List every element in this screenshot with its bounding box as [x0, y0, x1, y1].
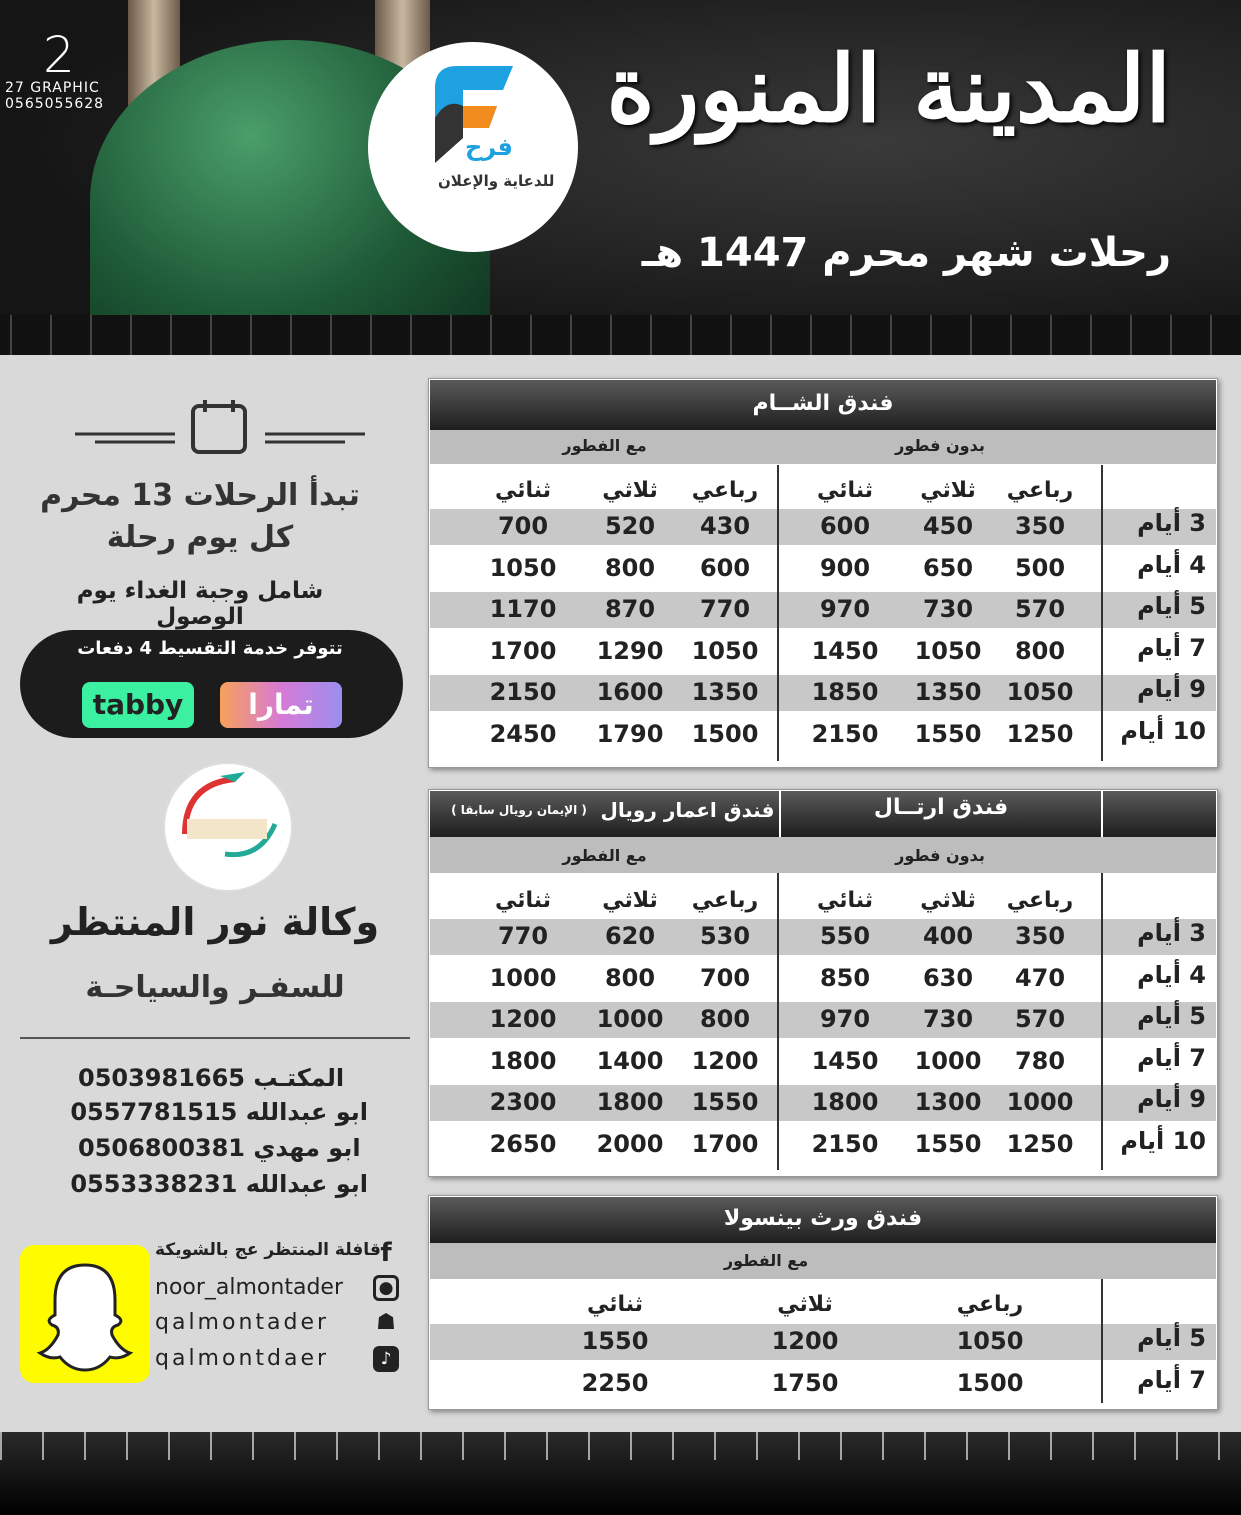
price-cell: 730 [922, 1005, 974, 1033]
price-cell: 1050 [914, 636, 982, 665]
tamara-logo: تمارا [220, 682, 342, 728]
price-cell: 1250 [1006, 1129, 1074, 1158]
price-cell: 800 [604, 553, 656, 582]
price-cell: 650 [922, 553, 974, 582]
price-cell: 1050 [956, 1327, 1024, 1355]
worth-col-double: ثنائي [586, 1292, 644, 1317]
price-cell: 2000 [596, 1129, 664, 1158]
price-cell: 1550 [914, 1129, 982, 1158]
facebook-icon: f [380, 1238, 392, 1268]
sham-no-breakfast-label: بدون فطور [895, 436, 985, 455]
phone-abu-abdullah-2 [70, 1170, 368, 1198]
price-cell: 400 [922, 922, 974, 950]
price-cell: 1850 [811, 678, 879, 706]
price-cell: 430 [699, 512, 751, 540]
sham-col-quad-bf: رباعي [691, 478, 759, 503]
worth-col-quad: رباعي [956, 1292, 1024, 1317]
row-days-label: 4 أيام [1137, 960, 1206, 989]
trips-start-text: تبدأ الرحلات 13 محرم [40, 478, 360, 513]
row-days-label: 5 أيام [1137, 1324, 1206, 1352]
price-cell: 900 [819, 553, 871, 582]
price-cell: 1550 [914, 719, 982, 748]
worth-col-triple: ثلاثي [777, 1292, 833, 1317]
price-cell: 1800 [811, 1088, 879, 1116]
lace-border-top [0, 315, 1241, 355]
farah-logo-name: فرح [465, 133, 513, 161]
price-cell: 1170 [489, 595, 557, 623]
facebook-row [155, 1238, 415, 1268]
snapchat-icon: ☗ [376, 1310, 396, 1335]
left-divider [20, 1037, 410, 1039]
tiktok-handle: qalmontdaer [155, 1346, 330, 1371]
second-col-quad-bf: رباعي [691, 888, 759, 913]
phone-abu-abdullah-1 [70, 1098, 368, 1126]
instagram-icon: ● [373, 1275, 399, 1301]
sham-col-triple-bf: ثلاثي [602, 478, 658, 503]
price-cell: 1350 [914, 678, 982, 706]
instagram-row [155, 1275, 415, 1300]
tabby-logo: tabby [82, 682, 194, 728]
plane-palm-icon [165, 764, 291, 890]
second-col-quad: رباعي [1006, 888, 1074, 913]
row-days-label: 7 أيام [1137, 633, 1206, 662]
price-cell: 1750 [771, 1369, 839, 1397]
price-cell: 600 [819, 512, 871, 540]
price-cell: 1500 [691, 719, 759, 748]
price-cell: 1250 [1006, 719, 1074, 748]
price-cell: 2150 [489, 678, 557, 706]
row-days-label: 3 أيام [1137, 919, 1206, 947]
second-with-breakfast-label: مع الفطور [562, 846, 647, 865]
price-cell: 1700 [489, 636, 557, 665]
price-cell: 2250 [581, 1369, 649, 1397]
row-days-label: 10 أيام [1120, 716, 1206, 745]
row-days-label: 3 أيام [1137, 509, 1206, 537]
installment-text: تتوفر خدمة التقسيط 4 دفعات [77, 638, 343, 659]
price-cell: 1700 [691, 1129, 759, 1158]
phone-label: ابو عبدالله [245, 1170, 368, 1198]
table-divider [777, 465, 779, 761]
price-cell: 970 [819, 1005, 871, 1033]
calendar-divider [75, 398, 365, 458]
price-cell: 1600 [596, 678, 664, 706]
price-cell: 2650 [489, 1129, 557, 1158]
price-cell: 1800 [596, 1088, 664, 1116]
phone-number: 0553338231 [70, 1170, 238, 1198]
price-cell: 700 [699, 963, 751, 992]
city-title: المدينة المنورة [606, 35, 1171, 143]
price-cell: 600 [699, 553, 751, 582]
agency-name: وكالة نور المنتظر [50, 900, 380, 944]
graphic-credit [5, 26, 105, 112]
graphic-phone: 0565055628 [5, 96, 105, 112]
snapchat-row [155, 1310, 415, 1335]
second-col-triple: ثلاثي [920, 888, 976, 913]
price-cell: 1000 [596, 1005, 664, 1033]
snapchat-handle: qalmontader [155, 1310, 330, 1335]
price-cell: 1500 [956, 1369, 1024, 1397]
phone-label: ابو مهدي [253, 1134, 361, 1162]
table-divider [1101, 873, 1103, 1170]
price-cell: 530 [699, 922, 751, 950]
price-cell: 770 [699, 595, 751, 623]
sham-with-breakfast-label: مع الفطور [562, 436, 647, 455]
emaar-hotel-name: فندق اعمار رويال [600, 798, 775, 822]
price-cell: 570 [1014, 595, 1066, 623]
row-days-label: 9 أيام [1137, 675, 1206, 703]
price-cell: 870 [604, 595, 656, 623]
second-col-double-bf: ثنائي [494, 888, 552, 913]
price-cell: 570 [1014, 1005, 1066, 1033]
price-cell: 780 [1014, 1046, 1066, 1075]
farah-logo-tagline: للدعاية والإعلان [438, 172, 555, 190]
second-no-breakfast-label: بدون فطور [895, 846, 985, 865]
price-cell: 1450 [811, 636, 879, 665]
second-col-triple-bf: ثلاثي [602, 888, 658, 913]
row-days-label: 9 أيام [1137, 1085, 1206, 1113]
tiktok-icon: ♪ [373, 1346, 399, 1372]
sham-col-quad: رباعي [1006, 478, 1074, 503]
price-cell: 1800 [489, 1046, 557, 1075]
table-divider [1101, 465, 1103, 761]
row-days-label: 5 أيام [1137, 592, 1206, 620]
worth-hotel-name: فندق ورث بينسولا [430, 1197, 1216, 1243]
price-cell: 770 [497, 922, 549, 950]
agency-subtitle: للسفـر والسياحـة [85, 970, 345, 1005]
row-days-label: 4 أيام [1137, 550, 1206, 579]
price-cell: 1200 [771, 1327, 839, 1355]
price-cell: 1050 [489, 553, 557, 582]
phone-label: ابو عبدالله [245, 1098, 368, 1126]
facebook-handle: قافلة المنتظر عج بالشويكة [155, 1240, 381, 1260]
price-cell: 2150 [811, 1129, 879, 1158]
lunch-included-text: شامل وجبة الغداء يوم الوصول [76, 578, 324, 630]
snapchat-qr-code [20, 1245, 150, 1383]
price-cell: 350 [1014, 512, 1066, 540]
phone-office [78, 1064, 368, 1092]
trips-subtitle: رحلات شهر محرم 1447 هـ [641, 230, 1171, 276]
row-days-label: 7 أيام [1137, 1366, 1206, 1394]
price-cell: 2300 [489, 1088, 557, 1116]
graphic-name: 27 GRAPHIC [5, 80, 100, 96]
price-cell: 630 [922, 963, 974, 992]
price-cell: 1200 [691, 1046, 759, 1075]
phone-label: المكتـب [253, 1064, 345, 1092]
price-cell: 1000 [1006, 1088, 1074, 1116]
calendar-icon [193, 398, 194, 399]
lace-border-bottom [0, 1432, 1241, 1515]
phone-abu-mahdi [78, 1134, 368, 1162]
price-cell: 1050 [1006, 678, 1074, 706]
graphic-number: 2 [43, 26, 75, 84]
price-cell: 1790 [596, 719, 664, 748]
phone-number: 0503981665 [78, 1064, 245, 1092]
second-col-double: ثنائي [816, 888, 874, 913]
price-cell: 1300 [914, 1088, 982, 1116]
price-cell: 1000 [489, 963, 557, 992]
price-cell: 1450 [811, 1046, 879, 1075]
price-cell: 730 [922, 595, 974, 623]
price-cell: 520 [604, 512, 656, 540]
table-divider [777, 873, 779, 1170]
tiktok-row [155, 1346, 415, 1371]
daily-trip-text: كل يوم رحلة [106, 520, 294, 555]
price-cell: 850 [819, 963, 871, 992]
row-days-label: 10 أيام [1120, 1126, 1206, 1155]
price-cell: 1400 [596, 1046, 664, 1075]
header-divider [779, 791, 781, 837]
price-cell: 1350 [691, 678, 759, 706]
price-cell: 1550 [691, 1088, 759, 1116]
phone-number: 0506800381 [78, 1134, 245, 1162]
price-cell: 1290 [596, 636, 664, 665]
price-cell: 1000 [914, 1046, 982, 1075]
emaar-former-name: ( الإيمان رويال سابقا ) [451, 803, 587, 817]
table-divider [1101, 1279, 1103, 1403]
price-cell: 1550 [581, 1327, 649, 1355]
agency-logo [163, 762, 293, 892]
price-cell: 1050 [691, 636, 759, 665]
snapchat-ghost-icon [20, 1245, 150, 1383]
price-cell: 1200 [489, 1005, 557, 1033]
row-days-label: 5 أيام [1137, 1002, 1206, 1030]
price-cell: 970 [819, 595, 871, 623]
sham-col-double-bf: ثنائي [494, 478, 552, 503]
price-cell: 700 [497, 512, 549, 540]
sham-col-double: ثنائي [816, 478, 874, 503]
phone-number: 0557781515 [70, 1098, 238, 1126]
header-divider [1101, 791, 1103, 837]
price-cell: 450 [922, 512, 974, 540]
header-banner [0, 0, 1241, 355]
price-cell: 500 [1014, 553, 1066, 582]
worth-with-breakfast-label: مع الفطور [723, 1251, 809, 1270]
instagram-handle: noor_almontader [155, 1275, 343, 1300]
price-cell: 800 [699, 1005, 751, 1033]
artal-hotel-name: فندق ارتــال [873, 795, 1009, 820]
row-days-label: 7 أيام [1137, 1043, 1206, 1072]
price-cell: 550 [819, 922, 871, 950]
sham-hotel-name: فندق الشــام [430, 380, 1216, 430]
price-cell: 800 [604, 963, 656, 992]
price-cell: 800 [1014, 636, 1066, 665]
price-cell: 620 [604, 922, 656, 950]
price-cell: 2450 [489, 719, 557, 748]
price-cell: 470 [1014, 963, 1066, 992]
sham-col-triple: ثلاثي [920, 478, 976, 503]
price-cell: 350 [1014, 922, 1066, 950]
price-cell: 2150 [811, 719, 879, 748]
